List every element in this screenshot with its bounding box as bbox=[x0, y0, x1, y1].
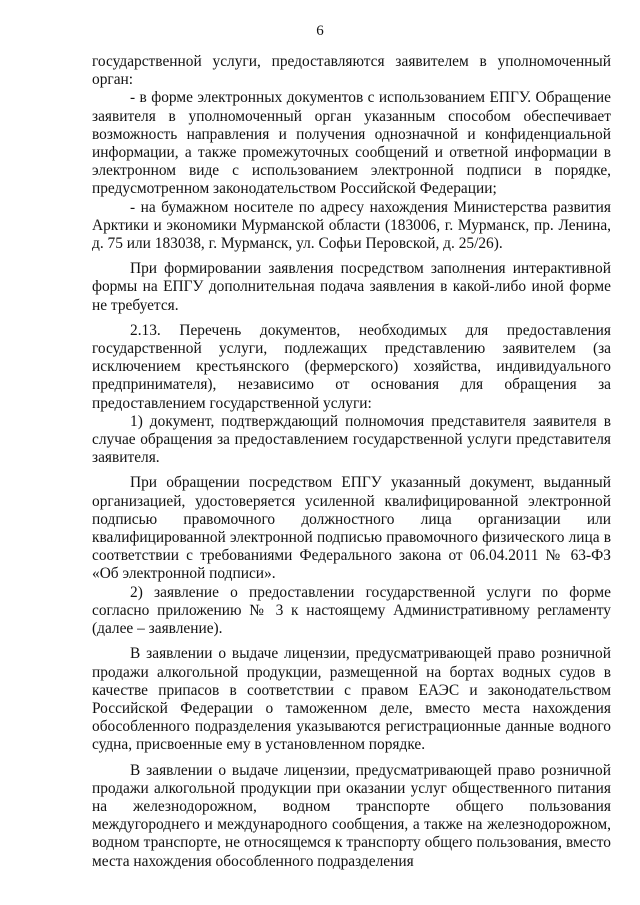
paragraph-vessel-license: В заявлении о выдаче лицензии, предусматривающей право розничной продажи алкогольной продукции, размещенной на бортах водных судов в качестве припасов в соответствии с правом ЕАЭС и законодательством Российской Федерации о таможенном деле, вместо места нахождения обособленного подразделения указываются регистрационные данные водного судна, присвоенные ему в установленном порядке. bbox=[92, 645, 611, 754]
paragraph-catering-license: В заявлении о выдаче лицензии, предусматривающей право розничной продажи алкогольной продукции при оказании услуг общественного питания на железнодорожном, водном транспорте общего пользования междугороднего и международного сообщения, а также на железнодорожном, водном транспорте, не относящемся к транспорту общего пользования, вместо места нахождения обособленного подразделения bbox=[92, 761, 611, 870]
paragraph-epgu-signature: При обращении посредством ЕПГУ указанный документ, выданный организацией, удостоверяется усиленной квалифицированной электронной подписью правомочного должностного лица организации или квалифицированной электронной подписью правомочного физического лица в соответствии с требованиями Федерального закона от 06.04.2011 № 63-ФЗ «Об электронной подписи». bbox=[92, 474, 611, 583]
paragraph-item-2: 2) заявление о предоставлении государственной услуги по форме согласно приложению № 3 к настоящему Административному регламенту (далее – заявление). bbox=[92, 583, 611, 638]
paragraph-paper-method: - на бумажном носителе по адресу нахождения Министерства развития Арктики и экономики Мурманской области (183006, г. Мурманск, пр. Ленина, д. 75 или 183038, г. Мурманск, ул. Софьи Перовской, д. 25/26). bbox=[92, 198, 611, 253]
paragraph-epgu-method: - в форме электронных документов с использованием ЕПГУ. Обращение заявителя в уполномоченный орган указанным способом обеспечивает возможность направления и получения однозначной и конфиденциальной информации, а также промежуточных сообщений и ответной информации в электронном виде с использованием электронной подписи в порядке, предусмотренном законодательством Российской Федерации; bbox=[92, 89, 611, 198]
document-body bbox=[92, 53, 611, 871]
paragraph-section-2-13: 2.13. Перечень документов, необходимых для предоставления государственной услуги, подлежащих представлению заявителем (за исключением крестьянского (фермерского) хозяйства, индивидуального предпринимателя), независимо от основания для обращения за предоставлением государственной услуги: bbox=[92, 321, 611, 412]
paragraph-item-1: 1) документ, подтверждающий полномочия представителя заявителя в случае обращения за предоставлением государственной услуги представителя заявителя. bbox=[92, 412, 611, 467]
paragraph-interactive-form: При формировании заявления посредством заполнения интерактивной формы на ЕПГУ дополнительная подача заявления в какой-либо иной форме не требуется. bbox=[92, 260, 611, 314]
page-number: 6 bbox=[316, 23, 324, 39]
paragraph-continuation: государственной услуги, предоставляются заявителем в уполномоченный орган: bbox=[92, 53, 611, 89]
